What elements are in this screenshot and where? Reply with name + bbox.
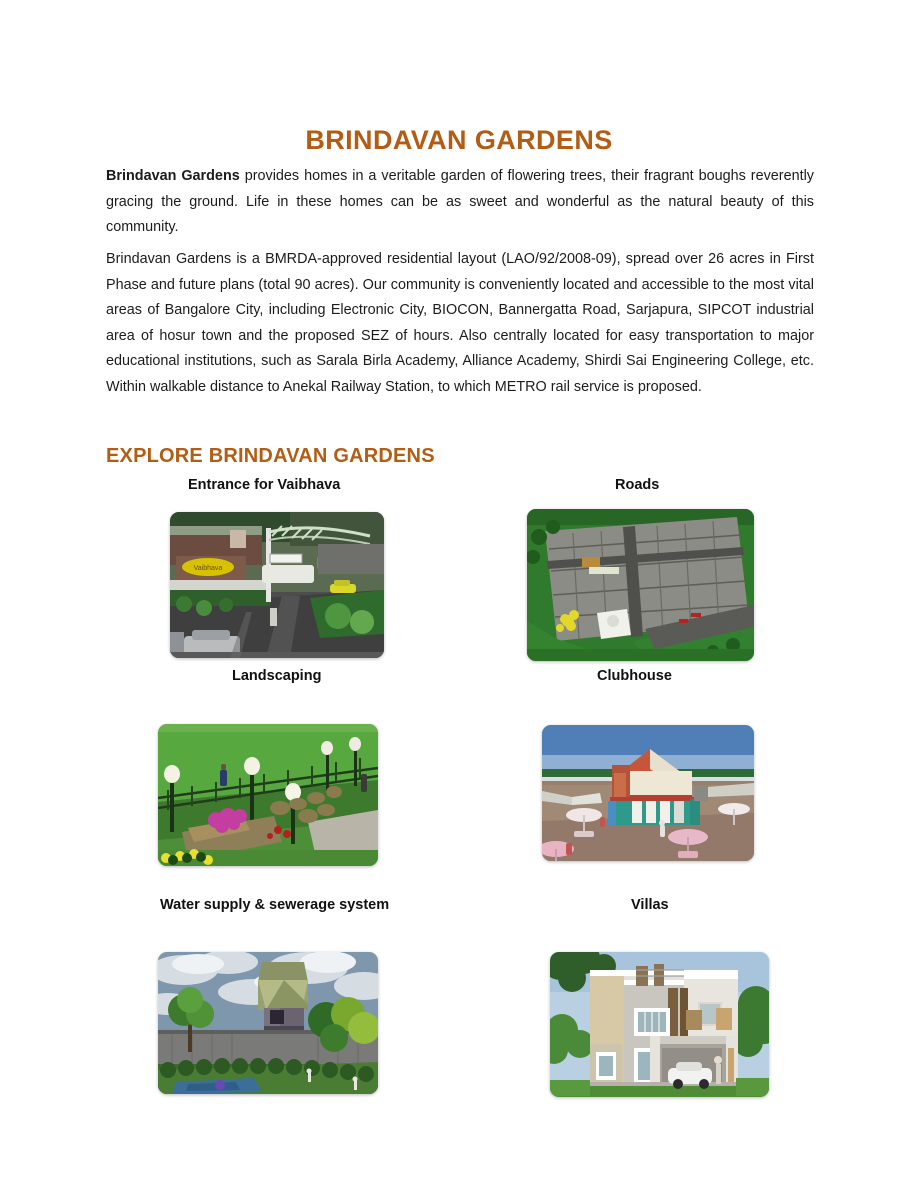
intro-body: provides homes in a veritable garden of flowering trees, their fragrant boughs reverently gracing the ground. Life in these homes can be as sweet and wonderful as the natural beauty of this community. bbox=[106, 168, 814, 235]
gallery-caption-entrance: Entrance for Vaibhava bbox=[188, 477, 341, 493]
villa-exterior-image bbox=[550, 952, 769, 1097]
clubhouse-building-image bbox=[542, 725, 754, 861]
water-tower-image bbox=[158, 952, 378, 1094]
gallery-caption-clubhouse: Clubhouse bbox=[597, 668, 672, 684]
roads-aerial-layout-image bbox=[527, 509, 754, 661]
gallery-caption-water-supply: Water supply & sewerage system bbox=[160, 897, 390, 913]
description-paragraph bbox=[106, 247, 814, 400]
svg-text:Vaibhava: Vaibhava bbox=[193, 565, 223, 572]
intro-paragraph bbox=[106, 164, 814, 241]
gallery-caption-landscaping: Landscaping bbox=[232, 668, 322, 684]
description-text: Brindavan Gardens is a BMRDA-approved residential layout (LAO/92/2008-09), spread over 26 acres in First Phase and future plans (total 90 acres). Our community is conveniently located and accessible to the most vital areas of Bangalore City, including Electronic City, BIOCON, Bannergatta Road, Sarjapura, SIPCOT industrial area of hosur town and the proposed SEZ of hours. Also centrally located for easy transportation to major educational institutions, such as Sarala Birla Academy, Alliance Academy, Shirdi Sai Engineering College, etc. Within walkable distance to Anekal Railway Station, to which METRO rail service is proposed. bbox=[106, 251, 814, 395]
landscaping-garden-image bbox=[158, 724, 378, 866]
page-title: BRINDAVAN GARDENS bbox=[305, 125, 613, 156]
section-heading-explore: EXPLORE BRINDAVAN GARDENS bbox=[106, 444, 435, 467]
intro-lead-bold: Brindavan Gardens bbox=[106, 168, 240, 184]
entrance-rendering-image bbox=[170, 512, 384, 658]
gallery-caption-villas: Villas bbox=[631, 897, 669, 913]
gallery-caption-roads: Roads bbox=[615, 477, 660, 493]
